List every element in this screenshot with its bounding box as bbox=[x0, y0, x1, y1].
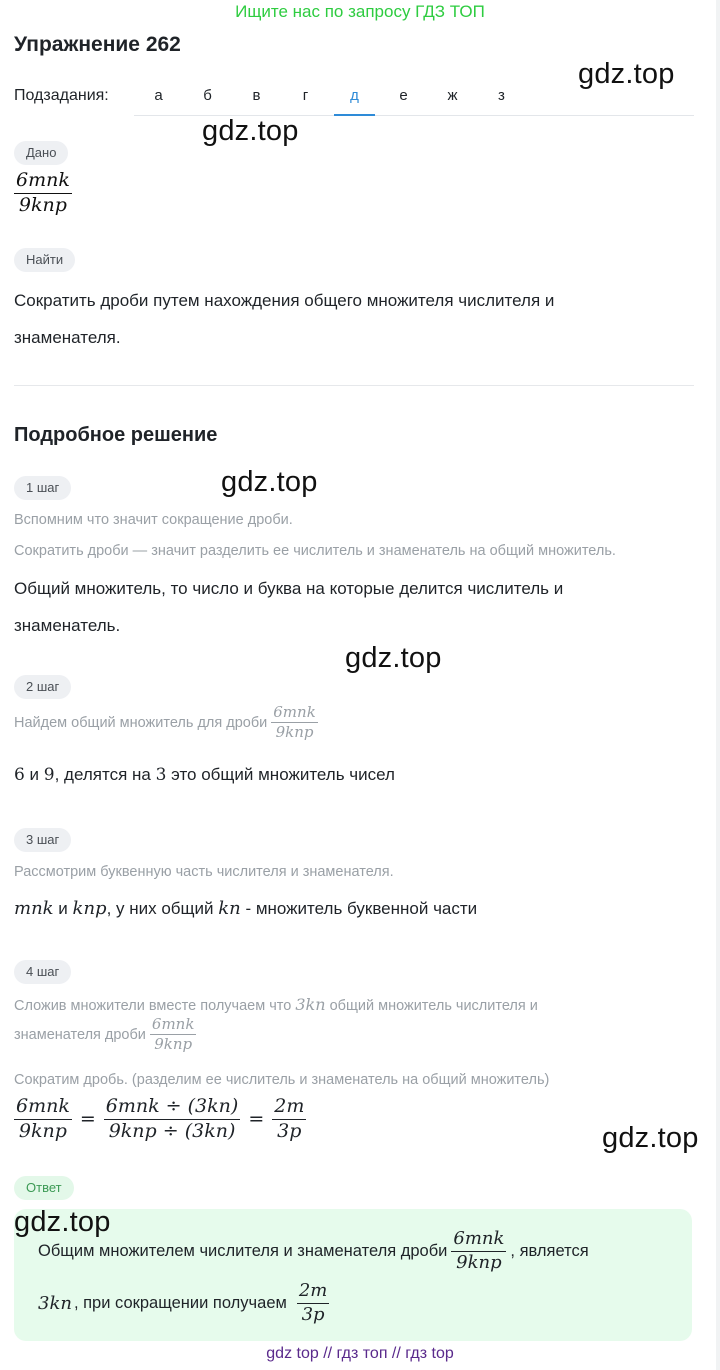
text-segment: , у них общий bbox=[106, 899, 219, 918]
fraction-numerator: 2m bbox=[297, 1281, 330, 1304]
footer-links[interactable]: gdz top // гдз топ // гдз top bbox=[266, 1345, 454, 1362]
text-segment: , является bbox=[510, 1241, 589, 1260]
reduction-equation bbox=[14, 1096, 306, 1143]
text-segment: и bbox=[53, 899, 73, 918]
text-segment: - множитель буквенной части bbox=[240, 899, 478, 918]
step-2-text bbox=[14, 765, 395, 785]
scrollbar-track[interactable] bbox=[716, 0, 720, 1370]
equals-sign: = bbox=[79, 1108, 96, 1131]
page-title: Упражнение 262 bbox=[14, 33, 181, 56]
top-banner: Ищите нас по запросу ГДЗ ТОП bbox=[235, 2, 485, 21]
divider bbox=[14, 385, 694, 386]
fraction-denominator: 9knp bbox=[18, 193, 67, 216]
math-expression: 3kn bbox=[38, 1292, 72, 1314]
fraction-denominator: 9knp bbox=[18, 1119, 67, 1142]
watermark: gdz.top bbox=[202, 115, 299, 147]
fraction-numerator: 6mnk bbox=[150, 1016, 197, 1035]
watermark: gdz.top bbox=[14, 1206, 111, 1238]
fraction-numerator: 2m bbox=[272, 1096, 306, 1120]
math-number: 6 bbox=[14, 765, 25, 785]
fraction-denominator: 3p bbox=[277, 1119, 302, 1142]
watermark: gdz.top bbox=[578, 58, 675, 90]
text-segment: Общим множителем числителя и знаменателя дроби bbox=[38, 1241, 448, 1260]
subtasks-label: Подзадания: bbox=[14, 87, 109, 104]
step-3-hint: Рассмотрим буквенную часть числителя и знаменателя. bbox=[14, 864, 394, 880]
step-2-badge: 2 шаг bbox=[14, 675, 71, 699]
fraction-numerator: 6mnk bbox=[451, 1229, 506, 1252]
text-segment: , делятся на bbox=[54, 765, 156, 784]
fraction-denominator: 9knp ÷ (3kn) bbox=[108, 1119, 236, 1142]
tab-subtask-b[interactable]: б bbox=[203, 87, 212, 104]
task-text: Сократить дроби путем нахождения общего множителя числителя и знаменателя. bbox=[14, 291, 555, 347]
math-expression: knp bbox=[72, 898, 107, 919]
text-segment: знаменателя дроби bbox=[14, 1026, 146, 1043]
step-1-badge: 1 шаг bbox=[14, 476, 71, 500]
fraction-numerator: 6mnk bbox=[271, 704, 318, 723]
math-expression: mnk bbox=[14, 898, 54, 919]
step-2-hint bbox=[14, 704, 318, 742]
fraction-numerator: 6mnk bbox=[14, 1096, 72, 1120]
text-segment: , при сокращении получаем bbox=[73, 1293, 287, 1312]
tab-subtask-g[interactable]: г bbox=[302, 87, 309, 104]
math-number: 3 bbox=[155, 765, 167, 785]
step-1-hint: Вспомним что значит сокращение дроби. bbox=[14, 512, 293, 528]
step-1-hint-2: Сократить дроби — значит разделить ее числитель и знаменатель на общий множитель. bbox=[14, 543, 616, 559]
math-expression: 3kn bbox=[295, 995, 326, 1014]
tab-subtask-z[interactable]: з bbox=[498, 87, 505, 104]
given-fraction bbox=[14, 170, 72, 217]
answer-line-2 bbox=[38, 1281, 329, 1325]
fraction-numerator: 6mnk ÷ (3kn) bbox=[104, 1096, 241, 1120]
answer-box bbox=[14, 1209, 692, 1341]
fraction-denominator: 9knp bbox=[456, 1251, 502, 1273]
step-3-badge: 3 шаг bbox=[14, 828, 71, 852]
tab-subtask-e[interactable]: е bbox=[399, 87, 408, 104]
math-number: 9 bbox=[43, 765, 55, 785]
fraction-denominator: 9knp bbox=[275, 723, 314, 742]
tab-subtask-a[interactable]: а bbox=[154, 87, 163, 104]
step-1-text: Общий множитель, то число и буква на которые делится числитель и знаменатель. bbox=[14, 579, 564, 635]
step-4-badge: 4 шаг bbox=[14, 960, 71, 984]
tab-subtask-d[interactable]: д bbox=[330, 78, 379, 115]
step-4-hint-cont bbox=[14, 1016, 196, 1054]
fraction-numerator: 6mnk bbox=[14, 170, 72, 194]
fraction-denominator: 9knp bbox=[154, 1035, 193, 1054]
tab-subtask-v[interactable]: в bbox=[252, 87, 261, 104]
step-2-hint-text: Найдем общий множитель для дроби bbox=[14, 714, 268, 731]
step-4-hint-2: Сократим дробь. (разделим ее числитель и знаменатель на общий множитель) bbox=[14, 1072, 550, 1088]
step-3-text bbox=[14, 898, 477, 919]
text-segment: общий множитель числителя и bbox=[329, 998, 538, 1014]
answer-badge: Ответ bbox=[14, 1176, 74, 1200]
equals-sign: = bbox=[248, 1108, 265, 1131]
solution-title: Подробное решение bbox=[14, 424, 218, 446]
step-4-hint bbox=[14, 995, 538, 1014]
text-segment: Сложив множители вместе получаем что bbox=[14, 998, 292, 1014]
watermark: gdz.top bbox=[345, 642, 442, 674]
text-segment: и bbox=[24, 765, 44, 784]
given-badge: Дано bbox=[14, 141, 68, 165]
tab-subtask-zh[interactable]: ж bbox=[447, 87, 458, 104]
find-badge: Найти bbox=[14, 248, 75, 272]
watermark: gdz.top bbox=[602, 1122, 699, 1154]
answer-line-1 bbox=[38, 1229, 589, 1273]
fraction-denominator: 3p bbox=[301, 1303, 325, 1325]
math-expression: kn bbox=[218, 898, 241, 919]
text-segment: это общий множитель чисел bbox=[166, 765, 395, 784]
watermark: gdz.top bbox=[221, 466, 318, 498]
